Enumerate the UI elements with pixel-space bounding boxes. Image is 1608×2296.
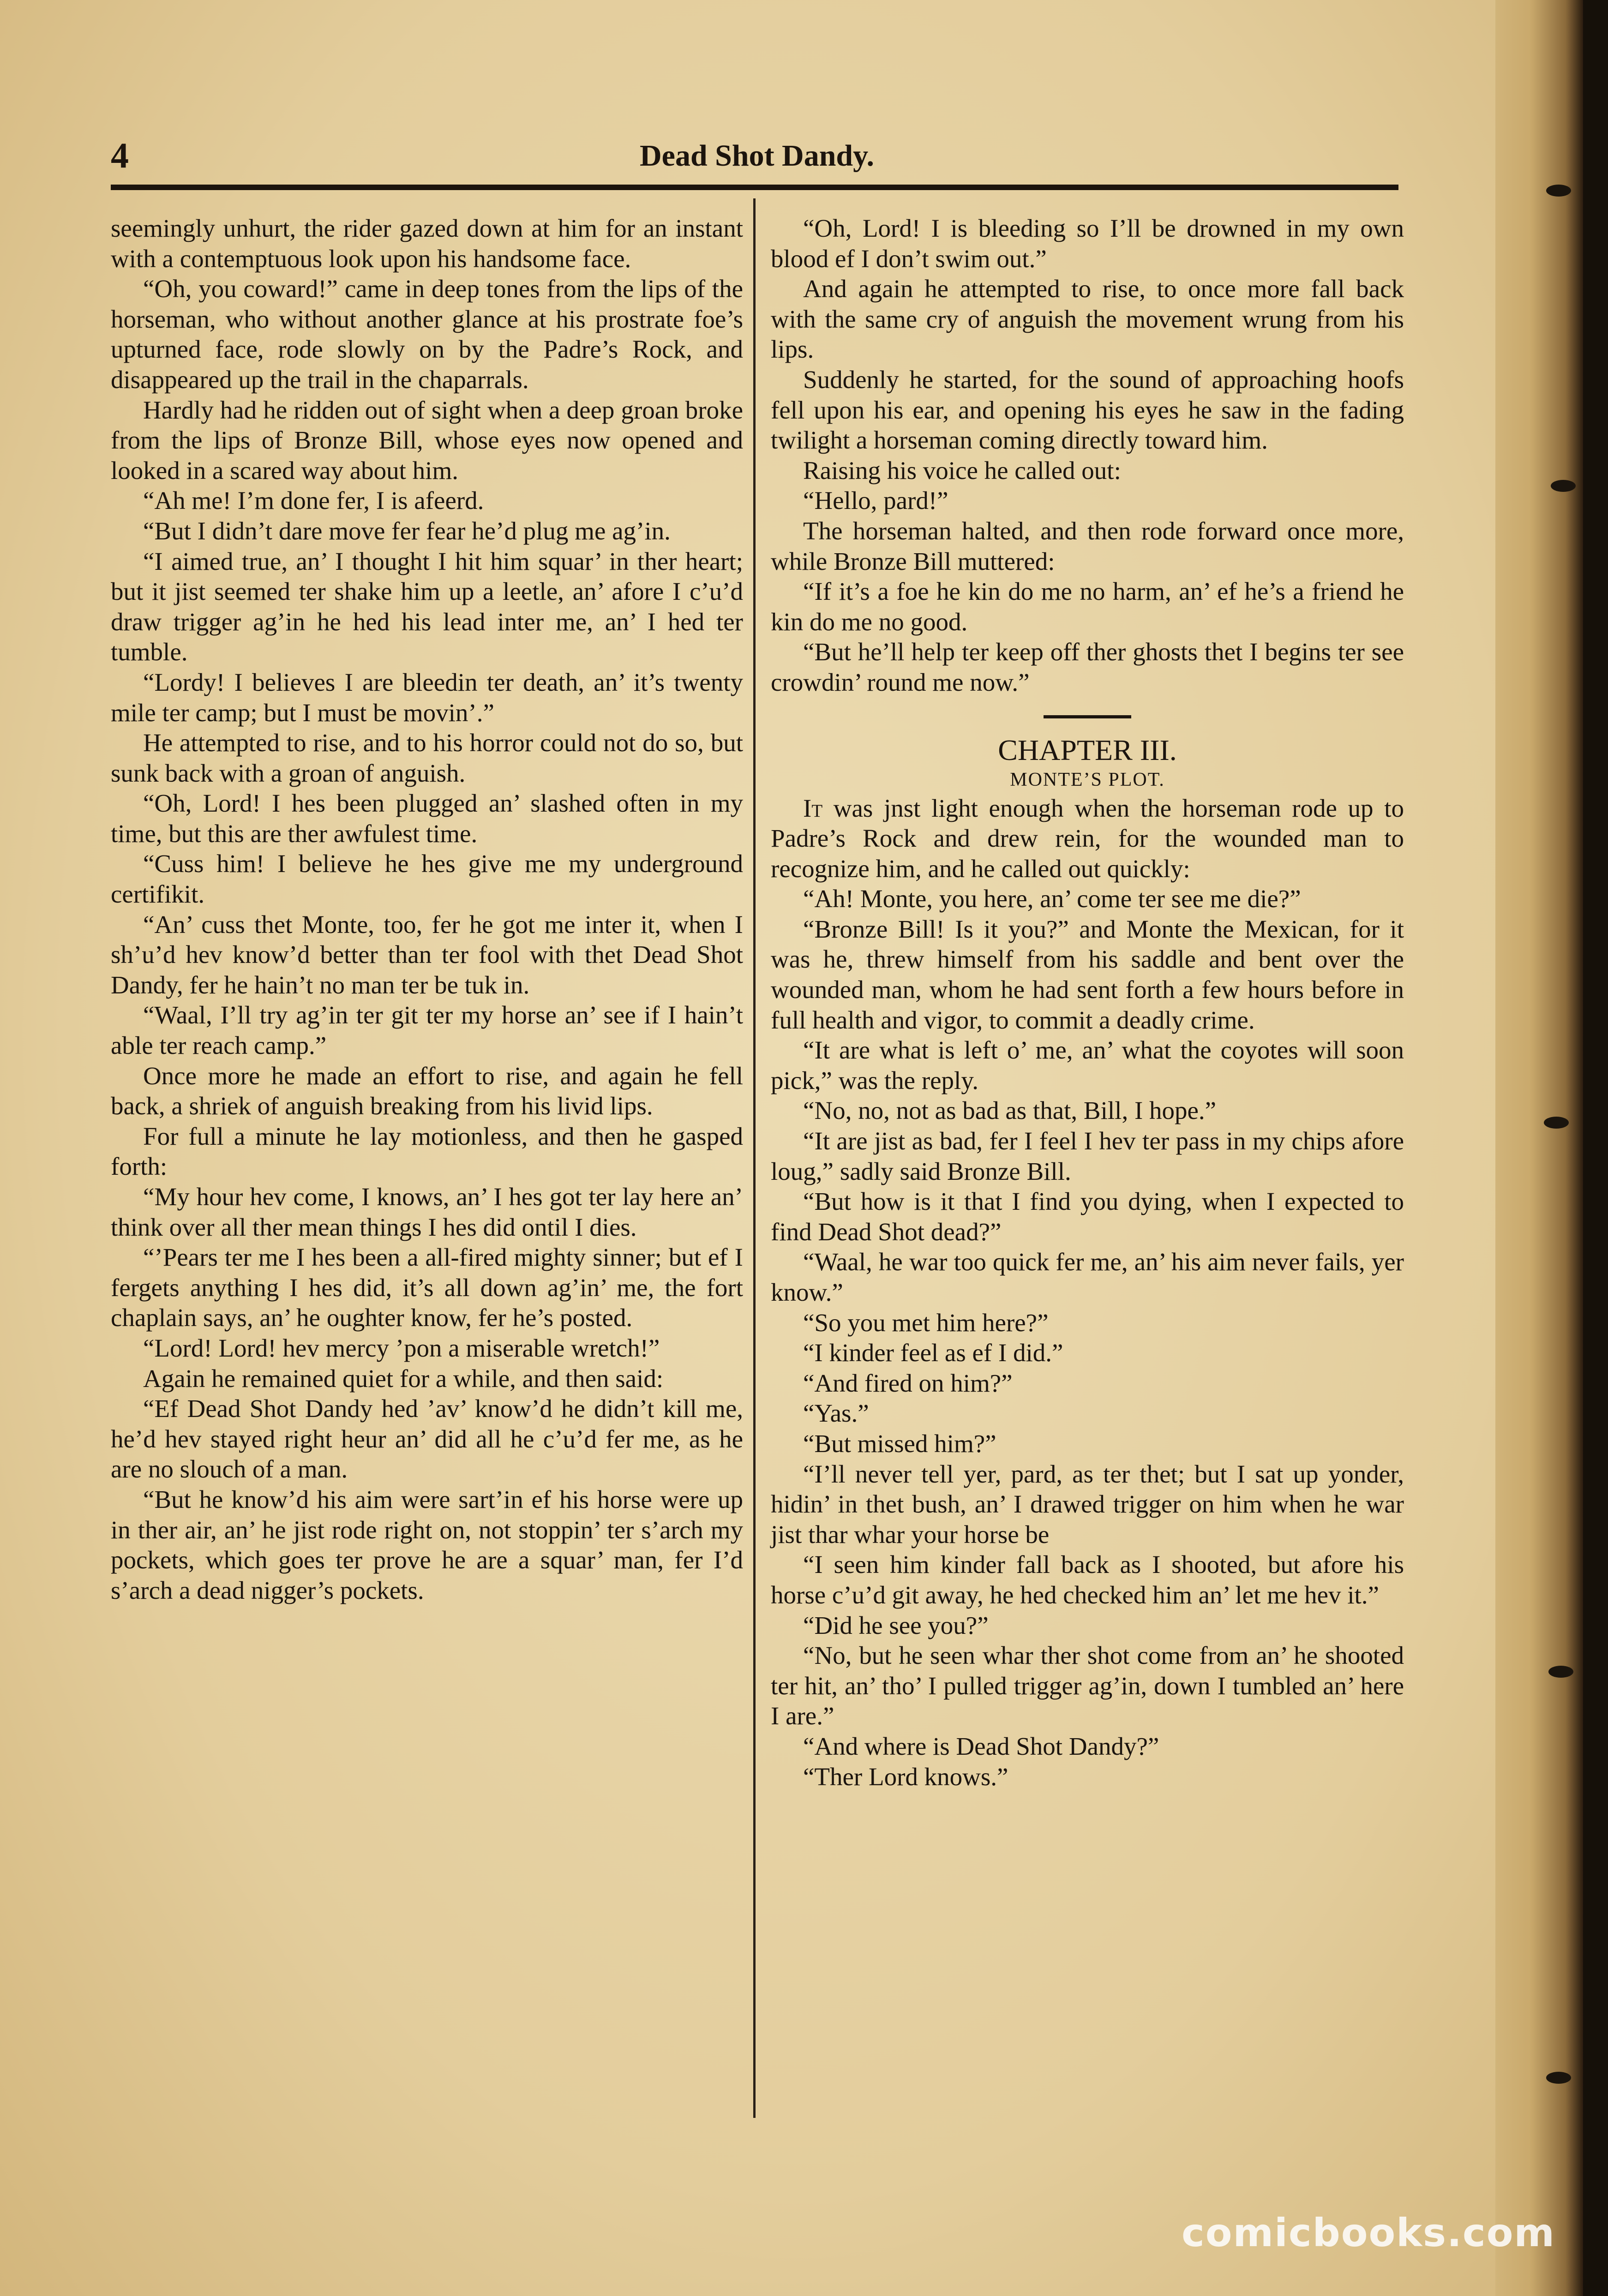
paragraph-text: “But he’ll help ter keep off ther ghosts thet I begins ter see crowdin’ round me now.”	[771, 638, 1404, 696]
page-spine-edge	[1495, 0, 1583, 2296]
paragraph	[771, 1126, 1404, 1186]
paragraph-text: “Bronze Bill! Is it you?” and Monte the Mexican, for it was he, threw himself from his saddle and bent over the wounded man, whom he had sent forth a few hours before in full health and vigor, to commit a deadly crime.	[771, 915, 1404, 1034]
paragraph	[771, 1186, 1404, 1247]
paragraph-text: “No, no, not as bad as that, Bill, I hope.”	[803, 1096, 1217, 1125]
section-break-rule	[1044, 715, 1131, 718]
paragraph	[771, 1762, 1404, 1792]
paragraph-text: “Did he see you?”	[803, 1611, 989, 1639]
paragraph-text: “Lord! Lord! hev mercy ’pon a miserable wretch!”	[143, 1333, 660, 1362]
paragraph-text: Once more he made an effort to rise, and again he fell back, a shriek of anguish breaking from his livid lips.	[111, 1061, 743, 1120]
paragraph	[111, 1393, 743, 1484]
paragraph-text: “Ah me! I’m done fer, I is afeerd.	[143, 486, 484, 515]
paragraph	[111, 788, 743, 849]
paragraph	[111, 546, 743, 667]
staple-mark	[1546, 2072, 1571, 2084]
paragraph	[771, 1429, 1404, 1459]
paragraph-text: seemingly unhurt, the rider gazed down at him for an instant with a contemptuous look upon his handsome face.	[111, 214, 743, 273]
paragraph	[111, 213, 743, 274]
paragraph	[111, 1333, 743, 1363]
paragraph	[771, 1459, 1404, 1550]
paragraph-text: “If it’s a foe he kin do me no harm, an’ ef he’s a friend he kin do me no good.	[771, 577, 1404, 636]
paragraph-text: “I’ll never tell yer, pard, as ter thet; but I sat up yonder, hidin’ in thet bush, an’ I drawed trigger on him when he war jist thar whar your horse be	[771, 1459, 1404, 1549]
paragraph	[771, 1640, 1404, 1731]
paragraph	[771, 1549, 1404, 1610]
running-header	[111, 135, 1403, 176]
paragraph-text: Suddenly he started, for the sound of approaching hoofs fell upon his ear, and opening his eyes he saw in the fading twilight a horseman coming directly toward him.	[771, 365, 1404, 454]
paragraph	[111, 274, 743, 395]
paragraph-text: “And fired on him?”	[803, 1369, 1013, 1397]
paragraph	[771, 455, 1404, 486]
paragraph	[111, 1061, 743, 1121]
paragraph	[111, 1484, 743, 1605]
paragraph	[111, 1363, 743, 1394]
paragraph-text: “Waal, I’ll try ag’in ter git ter my horse an’ see if I hain’t able ter reach camp.”	[111, 1001, 743, 1060]
paragraph-text: The horseman halted, and then rode forward once more, while Bronze Bill muttered:	[771, 516, 1404, 575]
paragraph	[771, 485, 1404, 516]
paragraph	[771, 213, 1404, 274]
header-rule	[111, 185, 1398, 190]
paragraph	[771, 1368, 1404, 1399]
paragraph	[771, 274, 1404, 365]
paragraph	[111, 516, 743, 546]
paragraph	[771, 1398, 1404, 1429]
paragraph-text: For full a minute he lay motionless, and then he gasped forth:	[111, 1122, 743, 1181]
paragraph-text: “I seen him kinder fall back as I shooted, but afore his horse c’u’d git away, he hed checked him an’ let me hev it.”	[771, 1550, 1404, 1609]
paragraph-text: “No, but he seen whar ther shot come from an’ he shooted ter hit, an’ tho’ I pulled trigger ag’in, down I tumbled an’ here I are.”	[771, 1641, 1404, 1730]
paragraph-text: “It are what is left o’ me, an’ what the coyotes will soon pick,” was the reply.	[771, 1036, 1404, 1094]
page-title: Dead Shot Dandy.	[640, 139, 874, 173]
paragraph-text: “Ther Lord knows.”	[803, 1762, 1008, 1791]
paragraph-text: Hardly had he ridden out of sight when a deep groan broke from the lips of Bronze Bill, whose eyes now opened and looked in a scared way about him.	[111, 395, 743, 484]
paragraph-text: And again he attempted to rise, to once more fall back with the same cry of anguish the movement wrung from his lips.	[771, 275, 1404, 364]
paragraph-text: Raising his voice he called out:	[803, 456, 1121, 484]
paragraph	[771, 365, 1404, 455]
staple-mark	[1551, 480, 1576, 492]
paragraph	[111, 485, 743, 516]
chapter-subtitle: MONTE’S PLOT.	[1010, 769, 1165, 790]
watermark: comicbooks.com	[1182, 2210, 1555, 2255]
paragraph	[111, 1242, 743, 1333]
paragraph-lead-word: It	[803, 794, 823, 822]
paragraph-text: “Waal, he war too quick fer me, an’ his aim never fails, yer know.”	[771, 1248, 1404, 1306]
paragraph	[111, 1000, 743, 1060]
paragraph	[111, 667, 743, 728]
paragraph	[771, 576, 1404, 637]
right-column	[771, 213, 1404, 1792]
staple-mark	[1544, 1117, 1569, 1129]
paragraph-text: “Cuss him! I believe he hes give me my underground certifikit.	[111, 849, 743, 909]
paragraph	[111, 395, 743, 486]
paragraph-text: “Yas.”	[803, 1399, 869, 1428]
paragraph-text: “Ah! Monte, you here, an’ come ter see me die?”	[803, 885, 1301, 913]
paragraph-text: “An’ cuss thet Monte, too, fer he got me inter it, when I sh’u’d hev know’d better than ter fool with thet Dead Shot Dandy, fer he hain’t no man ter be tuk in.	[111, 910, 743, 999]
paragraph-text: “But missed him?”	[803, 1429, 996, 1458]
left-column	[111, 213, 743, 1605]
paragraph-text: “But how is it that I find you dying, when I expected to find Dead Shot dead?”	[771, 1187, 1404, 1246]
paragraph	[771, 914, 1404, 1035]
paragraph-text: “Oh, Lord! I is bleeding so I’ll be drowned in my own blood ef I don’t swim out.”	[771, 214, 1404, 273]
chapter-heading: CHAPTER III.	[998, 733, 1177, 766]
paragraph-text: “But he know’d his aim were sart’in ef his horse were up in ther air, an’ he jist rode right on, not stoppin’ ter s’arch my pockets, which goes ter prove he are a squar’ man, fer I’d s’arch a dead nigger’s pockets.	[111, 1485, 743, 1604]
paragraph-text: “But I didn’t dare move fer fear he’d plug me ag’in.	[143, 516, 671, 545]
paragraph	[111, 728, 743, 788]
paragraph	[111, 909, 743, 1000]
paragraph-text: He attempted to rise, and to his horror could not do so, but sunk back with a groan of anguish.	[111, 729, 743, 787]
paragraph	[771, 1731, 1404, 1762]
paragraph-text: “Ef Dead Shot Dandy hed ’av’ know’d he didn’t kill me, he’d hev stayed right heur an’ did all he c’u’d fer me, as he are no slouch of a man.	[111, 1394, 743, 1483]
paragraph	[111, 1182, 743, 1242]
paragraph	[771, 1247, 1404, 1307]
paragraph	[771, 1095, 1404, 1126]
paragraph	[771, 1035, 1404, 1095]
right-column-bottom	[771, 793, 1404, 1792]
paragraph-text: “I aimed true, an’ I thought I hit him squar’ in ther heart; but it jist seemed ter shake him up a leetle, an’ afore I c’u’d draw trigger ag’in he hed his lead inter me, an’ I hed ter tumble.	[111, 547, 743, 666]
paragraph-text: was jnst light enough when the horseman rode up to Padre’s Rock and drew rein, for the wounded man to recognize him, and he called out quickly:	[771, 794, 1404, 883]
paragraph-text: “My hour hev come, I knows, an’ I hes got ter lay here an’ think over all ther mean things I hes did ontil I dies.	[111, 1183, 743, 1241]
column-divider	[753, 198, 756, 2118]
paragraph	[771, 516, 1404, 576]
paragraph	[111, 1121, 743, 1182]
paragraph-text: “Oh, you coward!” came in deep tones from the lips of the horseman, who without another glance at his prostrate foe’s upturned face, rode slowly on by the Padre’s Rock, and disappeared up the trail in the chaparrals.	[111, 275, 743, 394]
paragraph-text: “Oh, Lord! I hes been plugged an’ slashed often in my time, but this are ther awfulest time.	[111, 789, 743, 848]
paragraph	[771, 1338, 1404, 1368]
paragraph-text: “’Pears ter me I hes been a all-fired mighty sinner; but ef I fergets anything I hes did, it’s all down ag’in’ me, the fort chaplain says, an’ he oughter know, fer he’s posted.	[111, 1243, 743, 1332]
paragraph	[771, 1610, 1404, 1641]
paragraph	[771, 1308, 1404, 1338]
paragraph-text: “And where is Dead Shot Dandy?”	[803, 1732, 1159, 1760]
right-column-top	[771, 213, 1404, 698]
paragraph-text: “Lordy! I believes I are bleedin ter death, an’ it’s twenty mile ter camp; but I must be movin’.”	[111, 668, 743, 727]
paragraph-text: “It are jist as bad, fer I feel I hev ter pass in my chips afore loug,” sadly said Bronze Bill.	[771, 1127, 1404, 1185]
paragraph-text: “I kinder feel as ef I did.”	[803, 1339, 1063, 1367]
paragraph	[111, 849, 743, 909]
paragraph-text: “Hello, pard!”	[803, 486, 948, 515]
staple-mark	[1548, 1666, 1573, 1678]
paragraph	[771, 793, 1404, 884]
paragraph-text: Again he remained quiet for a while, and then said:	[143, 1364, 664, 1393]
paragraph	[771, 637, 1404, 697]
page-number: 4	[111, 135, 129, 175]
paragraph	[771, 884, 1404, 914]
paragraph-text: “So you met him here?”	[803, 1308, 1049, 1337]
staple-mark	[1546, 185, 1571, 197]
